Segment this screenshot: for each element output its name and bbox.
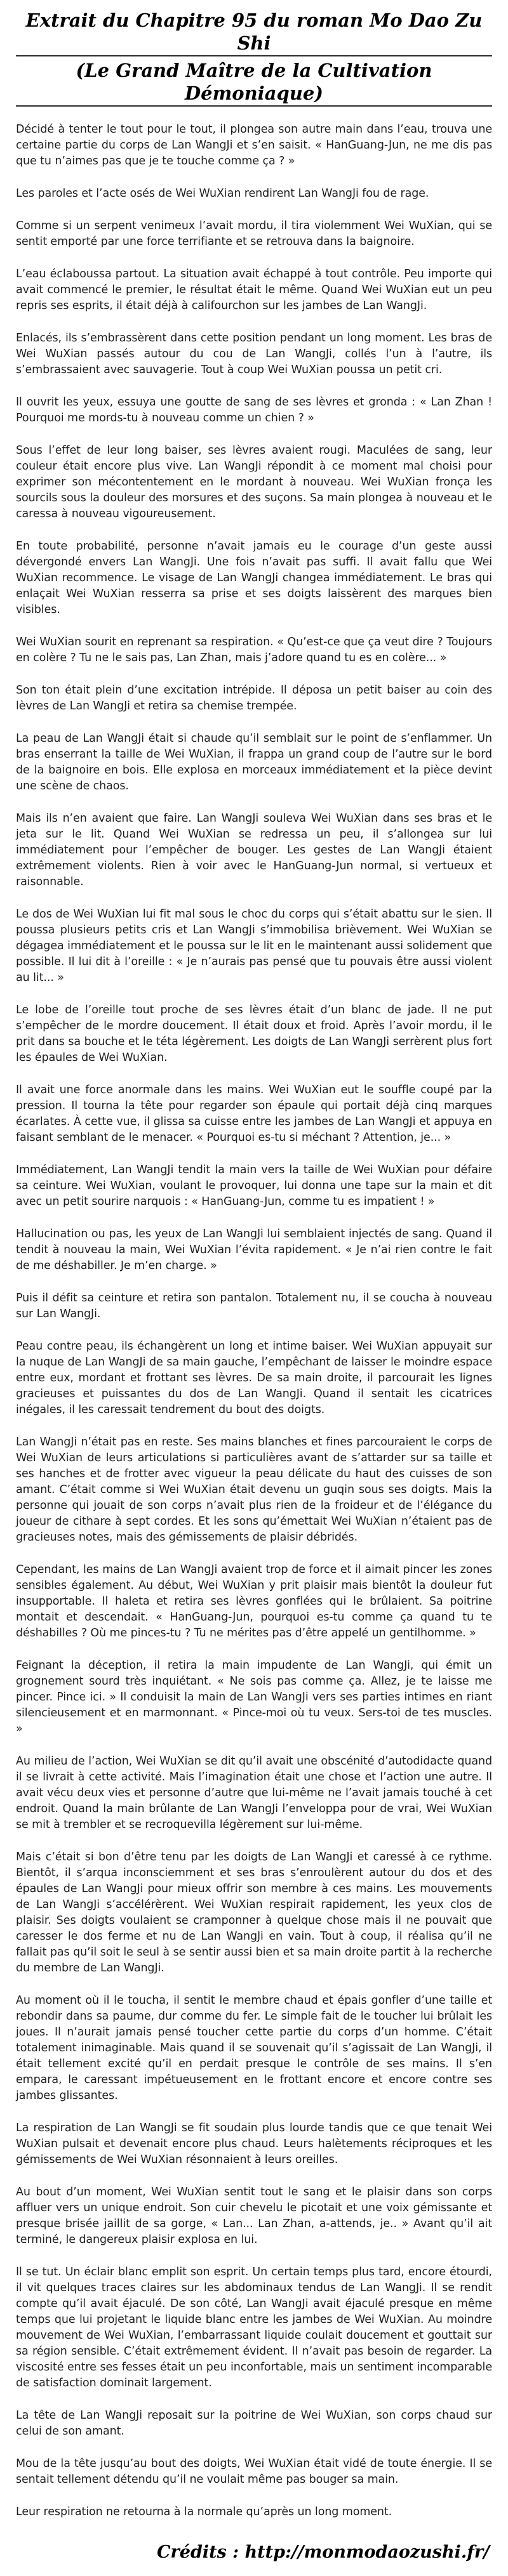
paragraph: En toute probabilité, personne n’avait jamais eu le courage d’un geste aussi dévergondé envers Lan WangJi. Une fois n’avait pas suffi. Il avait fallu que Wei WuXian recommence. Le visage de Lan WangJi changea immédiatement. Le bras qui enlaçait Wei WuXian resserra sa prise et ses doigts laissèrent des marques bien visibles.	[16, 540, 492, 616]
paragraph: Puis il défit sa ceinture et retira son pantalon. Totalement nu, il se coucha à nouveau sur Lan WangJi.	[16, 1292, 492, 1320]
paragraph: Mais ils n’en avaient que faire. Lan WangJi souleva Wei WuXian dans ses bras et le jeta sur le lit. Quand Wei WuXian se redressa un peu, il s’allongea sur lui immédiatement pour l’empêcher de bouger. Les gestes de Lan WangJi étaient extrêmement violents. Rien à voir avec le HanGuang-Jun normal, si vertueux et raisonnable.	[16, 812, 492, 888]
paragraph: Au bout d’un moment, Wei WuXian sentit tout le sang et le plaisir dans son corps affluer vers un unique endroit. Son cuir chevelu le picotait et une voix gémissante et presque brisée jaillit de sa gorge, « Lan... Lan Zhan, a-attends, je.. » Avant qu’il ait terminé, le dangereux plaisir explosa en lui.	[16, 2186, 492, 2246]
paragraph: Au milieu de l’action, Wei WuXian se dit qu’il avait une obscénité d’autodidacte quand il se livrait à cette activité. Mais l’imagination était une chose et l’action une autre. Il avait vécu deux vies et personne d’autre que lui-même ne l’avait jamais touché à cet endroit. Quand la main brûlante de Lan WangJi l’enveloppa pour de vrai, Wei WuXian se mit à trembler et se recroquevilla légèrement sur lui-même.	[16, 1755, 492, 1831]
paragraph: Son ton était plein d’une excitation intrépide. Il déposa un petit baiser au coin des lèvres de Lan WangJi et retira sa chemise trempée.	[16, 684, 492, 713]
paragraph: Immédiatement, Lan WangJi tendit la main vers la taille de Wei WuXian pour défaire sa ceinture. Wei WuXian, voulant le provoquer, lui donna une tape sur la main et dit avec un petit sourire narquois : « HanGuang-Jun, comme tu es impatient ! »	[16, 1164, 492, 1208]
paragraph: La peau de Lan WangJi était si chaude qu’il semblait sur le point de s’enflammer. Un bras enserrant la taille de Wei WuXian, il frappa un grand coup de l’autre sur le bord de la baignoire en bois. Elle explosa en morceaux immédiatement et la pièce devint une scène de chaos.	[16, 732, 492, 792]
paragraph: Leur respiration ne retourna à la normale qu’après un long moment.	[16, 2506, 392, 2518]
paragraph: Feignant la déception, il retira la main impudente de Lan WangJi, qui émit un grognement sourd très inquiétant. « Ne sois pas comme ça. Allez, je te laisse me pincer. Pince ici. » Il conduisit la main de Lan WangJi vers ses parties intimes en riant silencieusement et en marmonnant. « Pince-moi où tu veux. Sers-toi de tes muscles. »	[16, 1659, 492, 1735]
title-line-1: Extrait du Chapitre 95 du roman Mo Dao Zu Shi	[16, 9, 492, 56]
paragraph: Mou de la tête jusqu’au bout des doigts, Wei WuXian était vidé de toute énergie. Il se sentait tellement détendu qu’il ne voulait même pas bouger sa main.	[16, 2457, 492, 2486]
paragraph: La tête de Lan WangJi reposait sur la poitrine de Wei WuXian, son corps chaud sur celui de son amant.	[16, 2409, 492, 2438]
paragraph: Décidé à tenter le tout pour le tout, il plongea son autre main dans l’eau, trouva une certaine partie du corps de Lan WangJi et s’en saisit. « HanGuang-Jun, ne me dis pas que tu n’aimes pas que je te touche comme ça ? »	[16, 123, 492, 168]
paragraph: Les paroles et l’acte osés de Wei WuXian rendirent Lan WangJi fou de rage.	[16, 187, 429, 200]
paragraph: Mais c’était si bon d’être tenu par les doigts de Lan WangJi et caressé à ce rythme. Bientôt, il s’arqua inconsciemment et ses bras s’enroulèrent autour du dos et des épaules de Lan WangJi pour mieux offrir son membre à ces mains. Les mouvements de Lan WangJi s’accélérèrent. Wei WuXian respirait rapidement, les yeux clos de plaisir. Ses doigts voulaient se cramponner à quelque chose mais il ne pouvait que caresser le dos ferme et nu de Lan WangJi en vain. Tout à coup, il réalisa qu’il ne fallait pas qu’il soit le seul à se sentir aussi bien et sa main droite partit à la recherche du membre de Lan WangJi.	[16, 1851, 492, 1975]
document-title	[16, 8, 492, 108]
paragraph: Sous l’effet de leur long baiser, ses lèvres avaient rougi. Maculées de sang, leur couleur était encore plus vive. Lan WangJi répondit à ce moment mal choisi pour exprimer son mécontentement en le mordant à nouveau. Wei WuXian fronça les sourcils sous la douleur des morsures et des suçons. Sa main plongea à nouveau et le caressa à nouveau vigoureusement.	[16, 444, 492, 520]
paragraph: Comme si un serpent venimeux l’avait mordu, il tira violemment Wei WuXian, qui se sentit emporté par une force terrifiante et se retrouva dans la baignoire.	[16, 220, 492, 248]
paragraph: Le dos de Wei WuXian lui fit mal sous le choc du corps qui s’était abattu sur le sien. Il poussa plusieurs petits cris et Lan WangJi s’immobilisa brièvement. Wei WuXian se dégagea immédiatement et le poussa sur le lit en le maintenant aussi solidement que possible. Il lui dit à l’oreille : « Je n’aurais pas pensé que tu pouvais être aussi violent au lit... »	[16, 908, 492, 984]
paragraph: Il ouvrit les yeux, essuya une goutte de sang de ses lèvres et gronda : « Lan Zhan ! Pourquoi me mords-tu à nouveau comme un chien ? »	[16, 396, 492, 424]
paragraph: Lan WangJi n’était pas en reste. Ses mains blanches et fines parcouraient le corps de Wei WuXian de leurs articulations si particulières avant de s’attarder sur sa taille et ses hanches et de frotter avec vigueur la peau délicate du haut des cuisses de son amant. C’était comme si Wei WuXian était devenu un guqin sous ses doigts. Mais la personne qui jouait de son corps n’avait plus rien de la froideur et de l’élégance du joueur de cithare à sept cordes. Et les sons qu’émettait Wei WuXian n’étaient pas de gracieuses notes, mais des gémissements de plaisir débridés.	[16, 1436, 492, 1544]
paragraph: Il se tut. Un éclair blanc emplit son esprit. Un certain temps plus tard, encore étourdi, il vit quelques traces claires sur les abdominaux tendus de Lan WangJi. Il se rendit compte qu’il avait éjaculé. De son côté, Lan WangJi avait éjaculé presque en même temps que lui projetant le liquide blanc entre les jambes de Wei WuXian. Au moindre mouvement de Wei WuXian, l’embarrassant liquide coulait doucement et gouttait sur sa région sensible. C’était extrêmement évident. Il n’avait pas besoin de regarder. La viscosité entre ses fesses était un peu inconfortable, mais un sentiment incomparable de satisfaction dominait largement.	[16, 2266, 492, 2389]
paragraph: Le lobe de l’oreille tout proche de ses lèvres était d’un blanc de jade. Il ne put s’empêcher de le mordre doucement. Il était doux et froid. Après l’avoir mordu, il le prit dans sa bouche et le téta légèrement. Les doigts de Lan WangJi serrèrent plus fort les épaules de Wei WuXian.	[16, 1004, 492, 1064]
paragraph: Au moment où il le toucha, il sentit le membre chaud et épais gonfler d’une taille et rebondir dans sa paume, dur comme du fer. Le simple fait de le toucher lui brûlait les joues. Il n’aurait jamais pensé toucher cette partie du corps d’un homme. C’était totalement inimaginable. Mais quand il se souvenait qu’il s’agissait de Lan WangJi, il était tellement excité qu’il en perdait presque le contrôle de ses mains. Il s’en empara, le caressant impétueusement en le frottant encore et encore contre ses jambes glissantes.	[16, 1994, 492, 2102]
document-body	[16, 122, 492, 2520]
paragraph: Enlacés, ils s’embrassèrent dans cette position pendant un long moment. Les bras de Wei WuXian passés autour du cou de Lan WangJi, collés l’un à l’autre, ils s’embrassaient avec sauvagerie. Tout à coup Wei WuXian poussa un petit cri.	[16, 332, 492, 376]
title-line-2: (Le Grand Maître de la Cultivation Démoniaque)	[16, 59, 492, 107]
paragraph: Peau contre peau, ils échangèrent un long et intime baiser. Wei WuXian appuyait sur la nuque de Lan WangJi de sa main gauche, l’empêchant de laisser le moindre espace entre eux, mordant et frottant ses lèvres. De sa main droite, il parcourait les lignes gracieuses et puissantes du dos de Lan WangJi. Quand il sentait les cicatrices inégales, il les caressait tendrement du bout des doigts.	[16, 1340, 492, 1416]
credits-line: Crédits : http://monmodaozushi.fr/	[157, 2542, 490, 2562]
paragraph: Hallucination ou pas, les yeux de Lan WangJi lui semblaient injectés de sang. Quand il tendit à nouveau la main, Wei WuXian l’évita rapidement. « Je n’ai rien contre le fait de me déshabiller. Je m’en charge. »	[16, 1228, 492, 1272]
paragraph: Il avait une force anormale dans les mains. Wei WuXian eut le souffle coupé par la pression. Il tourna la tête pour regarder son épaule qui portait déjà cinq marques écarlates. À cette vue, il glissa sa cuisse entre les jambes de Lan WangJi et appuya en faisant semblant de le menacer. « Pourquoi es-tu si méchant ? Attention, je... »	[16, 1084, 492, 1144]
paragraph: La respiration de Lan WangJi se fit soudain plus lourde tandis que ce que tenait Wei WuXian pulsait et devenait encore plus chaud. Leurs halètements réciproques et les gémissements de Wei WuXian résonnaient à leurs oreilles.	[16, 2122, 492, 2166]
paragraph: Cependant, les mains de Lan WangJi avaient trop de force et il aimait pincer les zones sensibles également. Au début, Wei WuXian y prit plaisir mais bientôt la douleur fut insupportable. Il haleta et retira ses lèvres gonflées qui le brûlaient. Sa poitrine montait et descendait. « HanGuang-Jun, pourquoi es-tu comme ça quand tu te déshabilles ? Où me pinces-tu ? Tu ne mérites pas d’être appelé un gentilhomme. »	[16, 1563, 492, 1640]
paragraph: L’eau éclaboussa partout. La situation avait échappé à tout contrôle. Peu importe qui avait commencé le premier, le résultat était le même. Quand Wei WuXian eut un peu repris ses esprits, il était déjà à califourchon sur les jambes de Lan WangJi.	[16, 268, 492, 312]
paragraph: Wei WuXian sourit en reprenant sa respiration. « Qu’est-ce que ça veut dire ? Toujours en colère ? Tu ne le sais pas, Lan Zhan, mais j’adore quand tu es en colère... »	[16, 636, 492, 664]
